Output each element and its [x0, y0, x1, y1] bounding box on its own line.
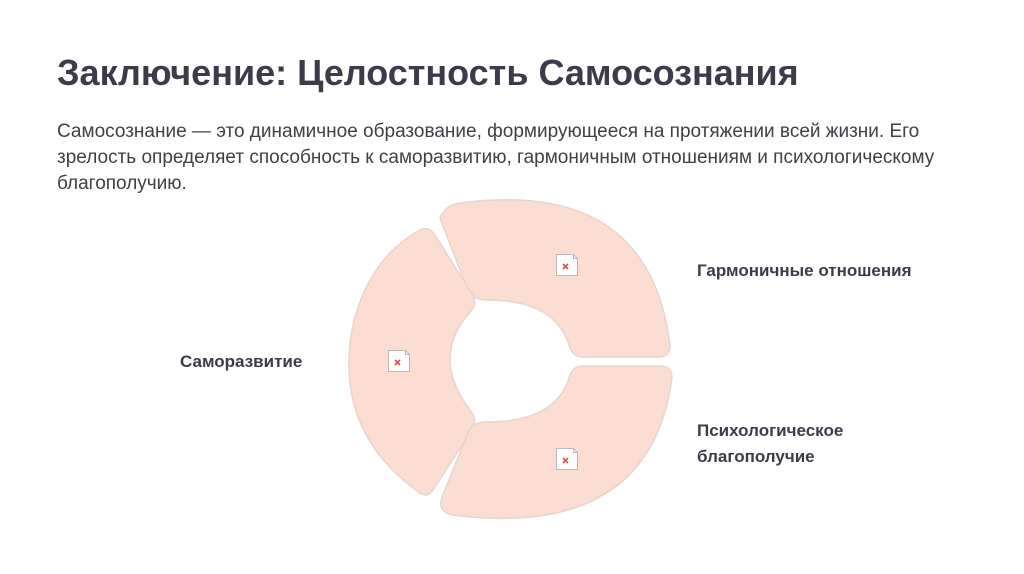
- broken-image-icon: [557, 449, 578, 470]
- label-psychological-wellbeing: Психологическое благополучие: [697, 421, 844, 466]
- segment-relations: [440, 200, 670, 357]
- segment-wellbeing: [441, 366, 672, 518]
- slide-title: Заключение: Целостность Самосознания: [57, 52, 799, 93]
- label-self-development: Саморазвитие: [180, 352, 303, 371]
- slide-body-text: Самосознание — это динамичное образование, формирующееся на протяжении всей жизни. Его зрелость определяет способность к саморазвитию, гармоничным отношениям и психологическому благополучию.: [57, 121, 935, 194]
- segment-self-development: [349, 229, 475, 495]
- broken-image-icon: [389, 351, 410, 372]
- broken-image-icon: [557, 255, 578, 276]
- label-harmonious-relations: Гармоничные отношения: [697, 261, 912, 280]
